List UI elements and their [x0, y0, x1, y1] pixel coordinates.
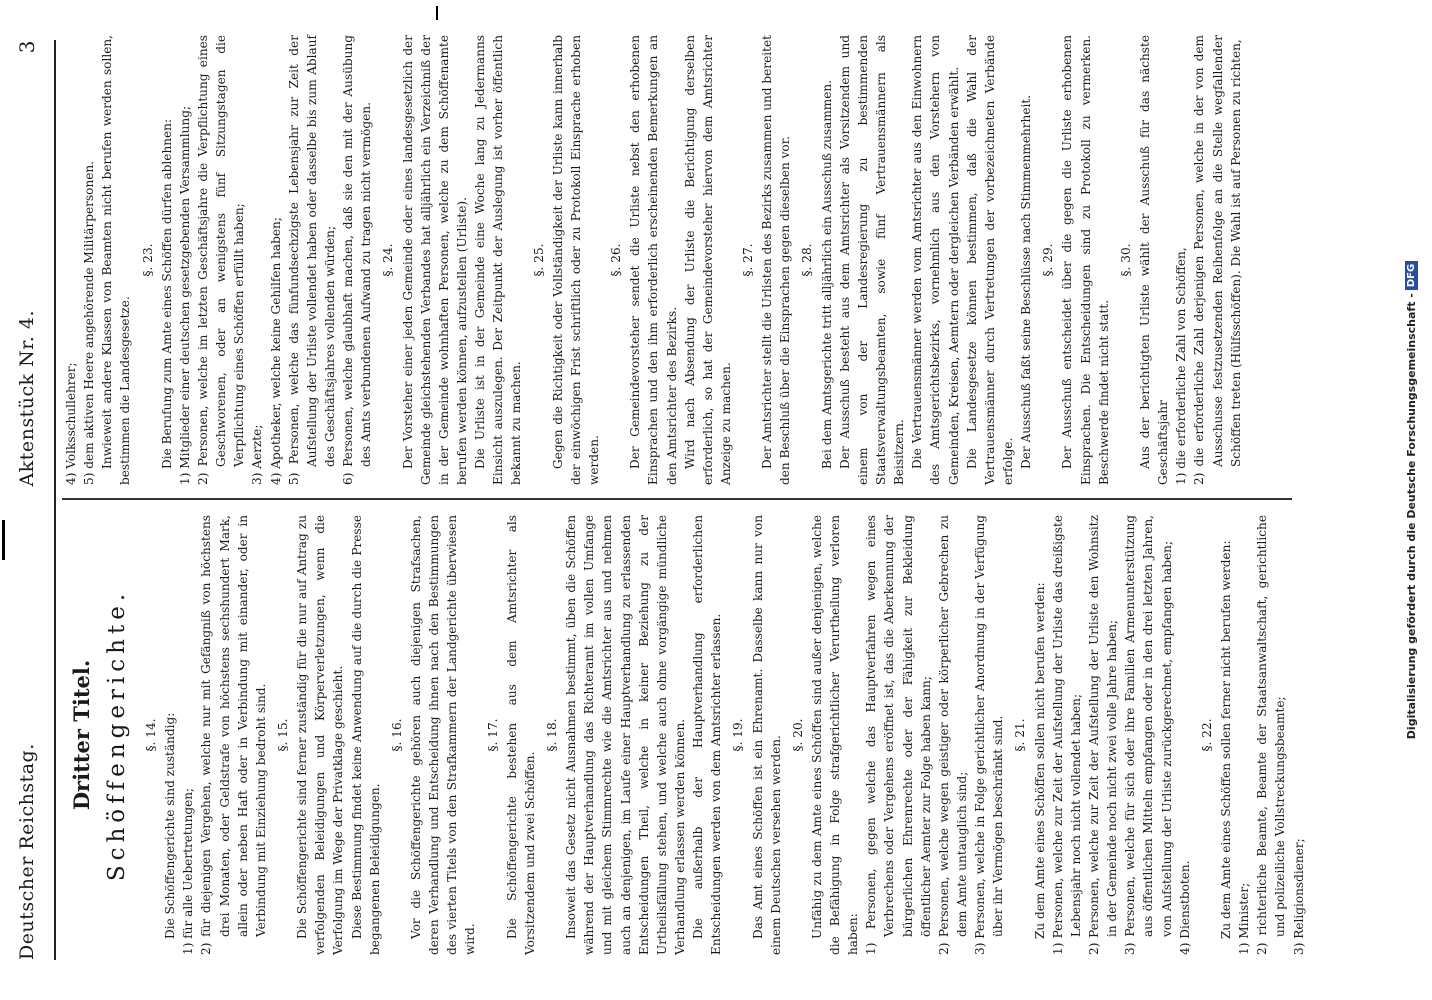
- section-number: §. 17.: [485, 718, 500, 752]
- section-number: §. 19.: [731, 718, 746, 752]
- paragraph: Inwieweit andere Klassen von Beamten nicht berufen werden sollen, bestimmen die Landesgesetze.: [100, 35, 133, 485]
- page-header: [4, 40, 50, 960]
- paragraph: Der Vorsteher einer jeden Gemeinde oder eines landesgesetzlich der Gemeinde gleichstehenden Verbandes hat alljährlich ein Verzeichniß der in der Gemeinde wohnhaften Personen, welche zu dem Schöffenamte berufen werden können, aufzustellen (Urliste).: [400, 35, 469, 485]
- list-item: 2) richterliche Beamte, Beamte der Staatsanwaltschaft, gerichtliche und polizeiliche Vollstreckungsbeamte;: [1255, 515, 1288, 955]
- section-number: §. 28.: [800, 243, 815, 277]
- paragraph: Der Ausschuß besteht aus dem Amtsrichter als Vorsitzendem und einem von der Landesregierung zu bestimmenden Staatsverwaltungsbeamten, sowie fünf Vertrauensmännern als Beisitzern.: [837, 35, 907, 485]
- dfg-logo: DFG: [1405, 261, 1418, 290]
- paragraph: Aus der berichtigten Urliste wählt der Ausschuß für das nächste Geschäftsjahr: [1138, 35, 1171, 485]
- list-item: 2) Personen, welche im letzten Geschäftsjahre die Verpflichtung eines Geschworenen, oder an wenigstens fünf Sitzungstagen die Verpflichtung eines Schöffen erfüllt haben;: [195, 35, 247, 485]
- list-item: 1) die erforderliche Zahl von Schöffen,: [1174, 247, 1189, 485]
- paragraph: Insoweit das Gesetz nicht Ausnahmen bestimmt, üben die Schöffen während der Hauptverhandlung das Richteramt im vollen Umfange und mit gleichem Stimmrechte wie die Amtsrichter aus und nehmen auch an denjenigen, im Laufe einer Hauptverhandlung zu erlassenden Entscheidungen Theil, welche in keiner Beziehung zu der Urtheilsfällung stehen, und welche auch ohne vorgängige mündliche Verhandlung erlassen werden können.: [564, 515, 687, 955]
- list-item: 4) Apotheker, welche keine Gehilfen haben;: [268, 217, 283, 485]
- header-document-number: Aktenstück Nr. 4.: [16, 309, 38, 487]
- paragraph: Die Vertrauensmänner werden vom Amtsrichter aus den Einwohnern des Amtsgerichtsbezirks, vornehmlich aus den Vorstehern von Gemeinden, Kreisen, Aemtern oder dergleichen Verbänden erwählt.: [910, 35, 961, 485]
- paragraph: Die außerhalb der Hauptverhandlung erforderlichen Entscheidungen werden von dem Amtsrichter erlassen.: [691, 515, 724, 955]
- page-number: 3: [15, 40, 39, 54]
- section-number: §. 27.: [741, 243, 756, 277]
- paragraph: Die Urliste ist in der Gemeinde eine Woche lang zu Jedermanns Einsicht auszulegen. Der Zeitpunkt der Auslegung ist vorher öffentlich bekannt zu machen.: [473, 35, 524, 485]
- list-item: 5) Personen, welche das fünfundsechzigste Lebensjahr zur Zeit der Aufstellung der Urliste vollendet haben oder dasselbe bis zum Ablauf des Geschäftsjahres vollenden würden;: [286, 35, 337, 485]
- list-item: 2) für diejenigen Vergehen, welche nur mit Gefängniß von höchstens drei Monaten, oder Geldstrafe von höchstens sechshundert Mark, allein oder neben Haft oder in Verbindung mit einander, oder in Verbindung mit Einziehung bedroht sind.: [199, 515, 268, 955]
- paragraph: Die Schöffengerichte bestehen aus dem Amtsrichter als Vorsitzendem und zwei Schöffen.: [504, 515, 537, 955]
- list-item: 2) die erforderliche Zahl derjenigen Personen, welche in der von dem Ausschusse festzusetzenden Reihenfolge an die Stelle wegfallender Schöffen treten (Hülfsschöffen). Die Wahl ist auf Personen zu richten,: [1192, 35, 1243, 485]
- paragraph: Zu dem Amte eines Schöffen sollen ferner nicht berufen werden:: [1219, 540, 1234, 939]
- header-rule: [54, 40, 56, 960]
- header-publication: Deutscher Reichstag.: [16, 743, 38, 960]
- list-item: 1) Personen, gegen welche das Hauptverfahren wegen eines Verbrechens oder Vergehens eröffnet ist, das die Aberkennung der bürgerlichen Ehrenrechte oder der Fähigkeit zur Bekleidung öffentlicher Aemter zur Folge haben kann;: [864, 515, 933, 955]
- list-item: 5) dem aktiven Heere angehörende Militärpersonen.: [82, 160, 97, 485]
- list-item: 1) Personen, welche zur Zeit der Aufstellung der Urliste das dreißigste Lebensjahr noch nicht vollendet haben;: [1050, 515, 1083, 955]
- section-title: Dritter Titel.: [69, 659, 94, 811]
- section-number: §. 24.: [381, 243, 396, 277]
- list-item: 6) Personen, welche glaubhaft machen, daß sie den mit der Ausübung des Amts verbundenen Aufwand zu tragen nicht vermögen.: [341, 35, 374, 485]
- paragraph: Gegen die Richtigkeit oder Vollständigkeit der Urliste kann innerhalb der einwöchigen Frist schriftlich oder zu Protokoll Einsprache erhoben werden.: [550, 35, 601, 485]
- section-number: §. 18.: [544, 718, 559, 752]
- paragraph: Das Amt eines Schöffen ist ein Ehrenamt. Dasselbe kann nur von einem Deutschen versehen werden.: [750, 515, 783, 955]
- section-number: §. 23.: [140, 243, 155, 277]
- paragraph: Wird nach Absendung der Urliste die Berichtigung derselben erforderlich, so hat der Gemeindevorsteher hiervon dem Amtsrichter Anzeige zu machen.: [682, 35, 733, 485]
- list-item: 3) Aerzte;: [250, 424, 265, 485]
- list-item: 2) Personen, welche wegen geistiger oder körperlicher Gebrechen zu dem Amte untauglich sind;: [936, 515, 970, 955]
- digitization-credit-text: Digitalisierung gefördert durch die Deutsche Forschungsgemeinschaft -: [1404, 293, 1418, 740]
- paragraph: Die Landesgesetze können bestimmen, daß die Wahl der Vertrauensmänner durch Vertretungen der vorbezeichneten Verbände erfolge.: [964, 35, 1016, 485]
- scan-speck: [2, 520, 5, 560]
- left-column: [62, 515, 1308, 955]
- section-number: §. 15.: [275, 718, 290, 752]
- section-number: §. 30.: [1118, 243, 1133, 277]
- section-number: §. 25.: [531, 243, 546, 277]
- list-item: 2) Personen, welche zur Zeit der Aufstellung der Urliste den Wohnsitz in der Gemeinde noch nicht zwei volle Jahre haben;: [1087, 515, 1120, 955]
- paragraph: Bei dem Amtsgerichte tritt alljährlich ein Ausschuß zusammen.: [819, 79, 834, 469]
- paragraph: Der Ausschuß faßt seine Beschlüsse nach Stimmenmehrheit.: [1019, 94, 1034, 469]
- section-number: §. 21.: [1013, 718, 1028, 752]
- paragraph: Die Berufung zum Amte eines Schöffen dürfen ablehnen:: [159, 118, 174, 469]
- paragraph: Vor die Schöffengerichte gehören auch diejenigen Strafsachen, deren Verhandlung und Entscheidung ihnen nach den Bestimmungen des vierten Titels von den Strafkammern der Landgerichte überwiesen wird.: [408, 515, 478, 955]
- scan-speck: [436, 6, 438, 20]
- right-column-text: [62, 35, 1245, 485]
- list-item: 1) für alle Uebertretungen;: [181, 787, 196, 955]
- section-number: §. 22.: [1199, 718, 1214, 752]
- column-divider: [62, 498, 1292, 500]
- list-item: 1) Minister;: [1237, 882, 1252, 955]
- list-item: 3) Religionsdiener;: [1291, 838, 1306, 955]
- section-number: §. 20.: [790, 718, 805, 752]
- paragraph: Die Schöffengerichte sind zuständig:: [163, 712, 178, 939]
- list-item: 4) Dienstboten.: [1177, 860, 1192, 955]
- paragraph: Der Ausschuß entscheidet über die gegen die Urliste erhobenen Einsprachen. Die Entscheidungen sind zu Protokoll zu vermerken. Beschwerde findet nicht statt.: [1060, 35, 1111, 485]
- paragraph: Der Gemeindevorsteher sendet die Urliste nebst den erhobenen Einsprachen und den ihm erforderlich erscheinenden Bemerkungen an den Amtsrichter des Bezirks.: [628, 35, 679, 485]
- section-number: §. 16.: [389, 718, 404, 752]
- paragraph: Zu dem Amte eines Schöffen sollen nicht berufen werden:: [1032, 582, 1047, 939]
- left-column-text: [142, 515, 1308, 955]
- paragraph: Die Schöffengerichte sind ferner zuständig für die nur auf Antrag zu verfolgenden Beleidigungen und Körperverletzungen, wenn die Verfolgung im Wege der Privatklage geschieht.: [295, 515, 346, 955]
- digitization-credit: [1400, 0, 1422, 1000]
- list-item: 1) Mitglieder einer deutschen gesetzgebenden Versammlung;: [177, 105, 192, 485]
- section-number: §. 14.: [144, 718, 158, 752]
- paragraph: Der Amtsrichter stellt die Urlisten des Bezirks zusammen und bereitet den Beschluß über die Einsprachen gegen dieselben vor.: [760, 35, 793, 485]
- section-number: §. 29.: [1041, 243, 1056, 277]
- right-column: [62, 35, 1245, 485]
- list-item: 4) Volksschullehrer;: [64, 362, 78, 485]
- section-subtitle: Schöffengerichte.: [103, 588, 130, 882]
- paragraph: Diese Bestimmung findet keine Anwendung auf die durch die Presse begangenen Beleidigungen.: [349, 515, 382, 955]
- list-item: 3) Personen, welche in Folge gerichtlicher Anordnung in der Verfügung über ihr Vermögen beschränkt sind.: [973, 514, 1006, 955]
- paragraph: Unfähig zu dem Amte eines Schöffen sind außer denjenigen, welche die Befähigung in Folge strafgerichtlicher Verurtheilung verloren haben:: [809, 515, 861, 955]
- section-number: §. 26.: [609, 243, 624, 277]
- list-item: 3) Personen, welche für sich oder ihre Familien Armenunterstützung aus öffentlichen Mitteln empfangen oder in den drei letzten Jahren, von Aufstellung der Urliste zurückgerechnet, empfangen haben;: [1123, 515, 1174, 955]
